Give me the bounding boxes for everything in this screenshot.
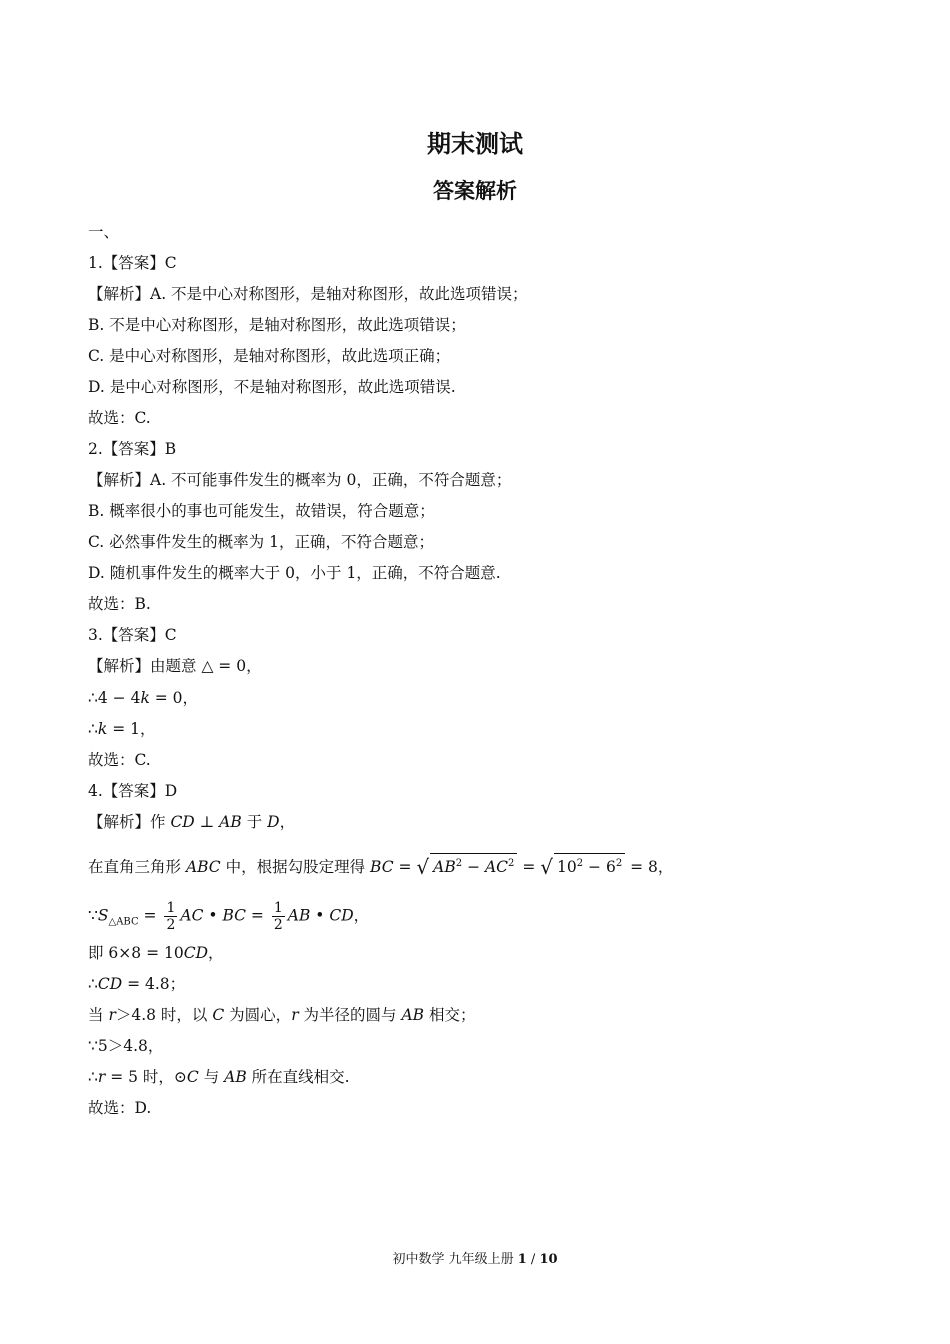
q4-analysis-b: 在直角三角形 ABC 中，根据勾股定理得 BC = √ $AB^2 - AC^2$ = √ $10^2 - 6^2 = 8$， <box>88 853 673 877</box>
q2-analysis-d: D. 随机事件发生的概率大于 0，小于 1，正确，不符合题意. <box>88 564 501 582</box>
q4-selection: 故选：D. <box>88 1099 152 1117</box>
q3-answer: 3.【答案】C <box>88 626 177 644</box>
q2-analysis-a: 【解析】A. 不可能事件发生的概率为 0，正确，不符合题意； <box>88 471 512 489</box>
page-number: 1 <box>517 1252 527 1267</box>
q4-analysis-d: 即 6×8 = 10CD， <box>88 944 224 962</box>
q4-analysis-a: 【解析】作 CD ⊥ AB 于 D， <box>88 813 296 831</box>
q1-analysis-d: D. 是中心对称图形，不是轴对称图形，故此选项错误. <box>88 378 456 396</box>
q1-analysis-a: 【解析】A. 不是中心对称图形，是轴对称图形，故此选项错误； <box>88 285 528 303</box>
q3-analysis-c: ∴k = 1， <box>88 720 156 738</box>
q4-analysis-f: 当 r＞4.8 时，以 C 为圆心，r 为半径的圆与 AB 相交； <box>88 1006 476 1024</box>
q3-selection: 故选：C. <box>88 751 151 769</box>
q3-analysis-b: ∴4 − 4k = 0， <box>88 689 199 707</box>
q1-analysis-b: B. 不是中心对称图形，是轴对称图形，故此选项错误； <box>88 316 466 334</box>
q1-selection: 故选：C. <box>88 409 151 427</box>
page-total: 10 <box>539 1252 558 1267</box>
q4-analysis-e: ∴CD = 4.8； <box>88 975 186 993</box>
q2-analysis-b: B. 概率很小的事也可能发生，故错误，符合题意； <box>88 502 435 520</box>
page-title: 期末测试 <box>427 130 523 158</box>
page-footer: 初中数学 九年级上册 1 / 10 <box>392 1252 558 1267</box>
q2-analysis-c: C. 必然事件发生的概率为 1，正确，不符合题意； <box>88 533 434 551</box>
page-subtitle: 答案解析 <box>433 179 517 203</box>
q2-selection: 故选：B. <box>88 595 151 613</box>
q2-answer: 2.【答案】B <box>88 440 177 458</box>
q3-analysis-a: 【解析】由题意 △ = 0， <box>88 657 262 675</box>
q4-answer: 4.【答案】D <box>88 782 178 800</box>
q4-analysis-h: ∴r = 5 时，⊙C 与 AB 所在直线相交. <box>88 1068 350 1086</box>
section-label: 一、 <box>88 223 120 241</box>
q4-analysis-c: $\because S_{\triangle ABC}$ = $\frac{1}{2}$ AC • BC = $\frac{1}{2}$ AB • CD， <box>88 900 370 933</box>
q1-answer: 1.【答案】C <box>88 254 177 272</box>
q1-analysis-c: C. 是中心对称图形，是轴对称图形，故此选项正确； <box>88 347 451 365</box>
q4-analysis-g: ∵5＞4.8， <box>88 1037 164 1055</box>
